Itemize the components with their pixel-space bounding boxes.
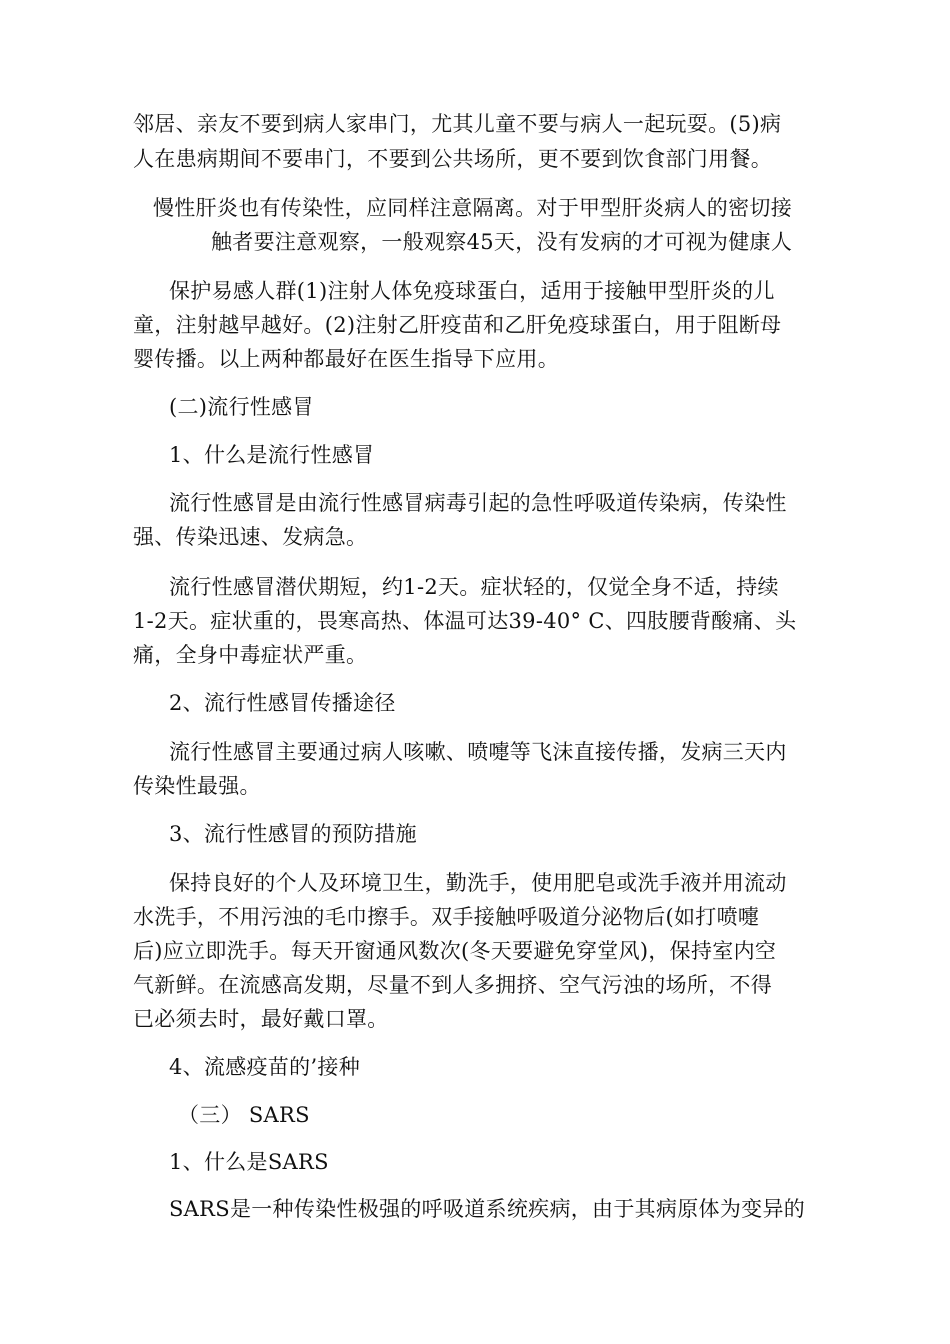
- p2-line-2: 触者要注意观察，一般观察45天，没有发病的才可视为健康人: [211, 230, 793, 254]
- p3-line-3: 婴传播。以上两种都最好在医生指导下应用。: [133, 347, 559, 371]
- section-heading-sars: （三） SARS: [178, 1103, 310, 1127]
- p6-line-1: 流行性感冒主要通过病人咳嗽、喷嚏等飞沫直接传播，发病三天内: [169, 740, 787, 764]
- p7-line-2: 水洗手，不用污浊的毛巾擦手。双手接触呼吸道分泌物后(如打喷嚏: [133, 905, 760, 929]
- subheading-what-is-sars: 1、什么是SARS: [169, 1150, 329, 1174]
- p4-line-1: 流行性感冒是由流行性感冒病毒引起的急性呼吸道传染病，传染性: [169, 491, 787, 515]
- p5-line-1: 流行性感冒潜伏期短，约1-2天。症状轻的，仅觉全身不适，持续: [169, 575, 779, 599]
- subheading-vaccination: 4、流感疫苗的’接种: [169, 1055, 361, 1079]
- p7-line-5: 已必须去时，最好戴口罩。: [133, 1007, 389, 1031]
- p1-line-2: 人在患病期间不要串门，不要到公共场所，更不要到饮食部门用餐。: [133, 147, 772, 171]
- p5-line-3: 痛，全身中毒症状严重。: [133, 643, 368, 667]
- p7-line-1: 保持良好的个人及环境卫生，勤洗手，使用肥皂或洗手液并用流动: [169, 871, 787, 895]
- p7-line-4: 气新鲜。在流感高发期，尽量不到人多拥挤、空气污浊的场所，不得: [133, 973, 772, 997]
- subheading-what-is-influenza: 1、什么是流行性感冒: [169, 443, 375, 467]
- p4-line-2: 强、传染迅速、发病急。: [133, 525, 368, 549]
- p2-line-1: 慢性肝炎也有传染性，应同样注意隔离。对于甲型肝炎病人的密切接: [153, 196, 792, 220]
- section-heading-influenza: (二)流行性感冒: [169, 395, 314, 419]
- p8-line-1: SARS是一种传染性极强的呼吸道系统疾病，由于其病原体为变异的: [169, 1197, 806, 1221]
- p7-line-3: 后)应立即洗手。每天开窗通风数次(冬天要避免穿堂风)，保持室内空: [133, 939, 777, 963]
- subheading-transmission: 2、流行性感冒传播途径: [169, 691, 396, 715]
- p3-line-1: 保护易感人群(1)注射人体免疫球蛋白，适用于接触甲型肝炎的儿: [169, 279, 775, 303]
- p5-line-2: 1-2天。症状重的，畏寒高热、体温可达39-40° C、四肢腰背酸痛、头: [133, 609, 797, 633]
- p6-line-2: 传染性最强。: [133, 774, 261, 798]
- subheading-prevention: 3、流行性感冒的预防措施: [169, 822, 417, 846]
- p1-line-1: 邻居、亲友不要到病人家串门，尤其儿童不要与病人一起玩耍。(5)病: [133, 112, 782, 136]
- p3-line-2: 童，注射越早越好。(2)注射乙肝疫苗和乙肝免疫球蛋白，用于阻断母: [133, 313, 782, 337]
